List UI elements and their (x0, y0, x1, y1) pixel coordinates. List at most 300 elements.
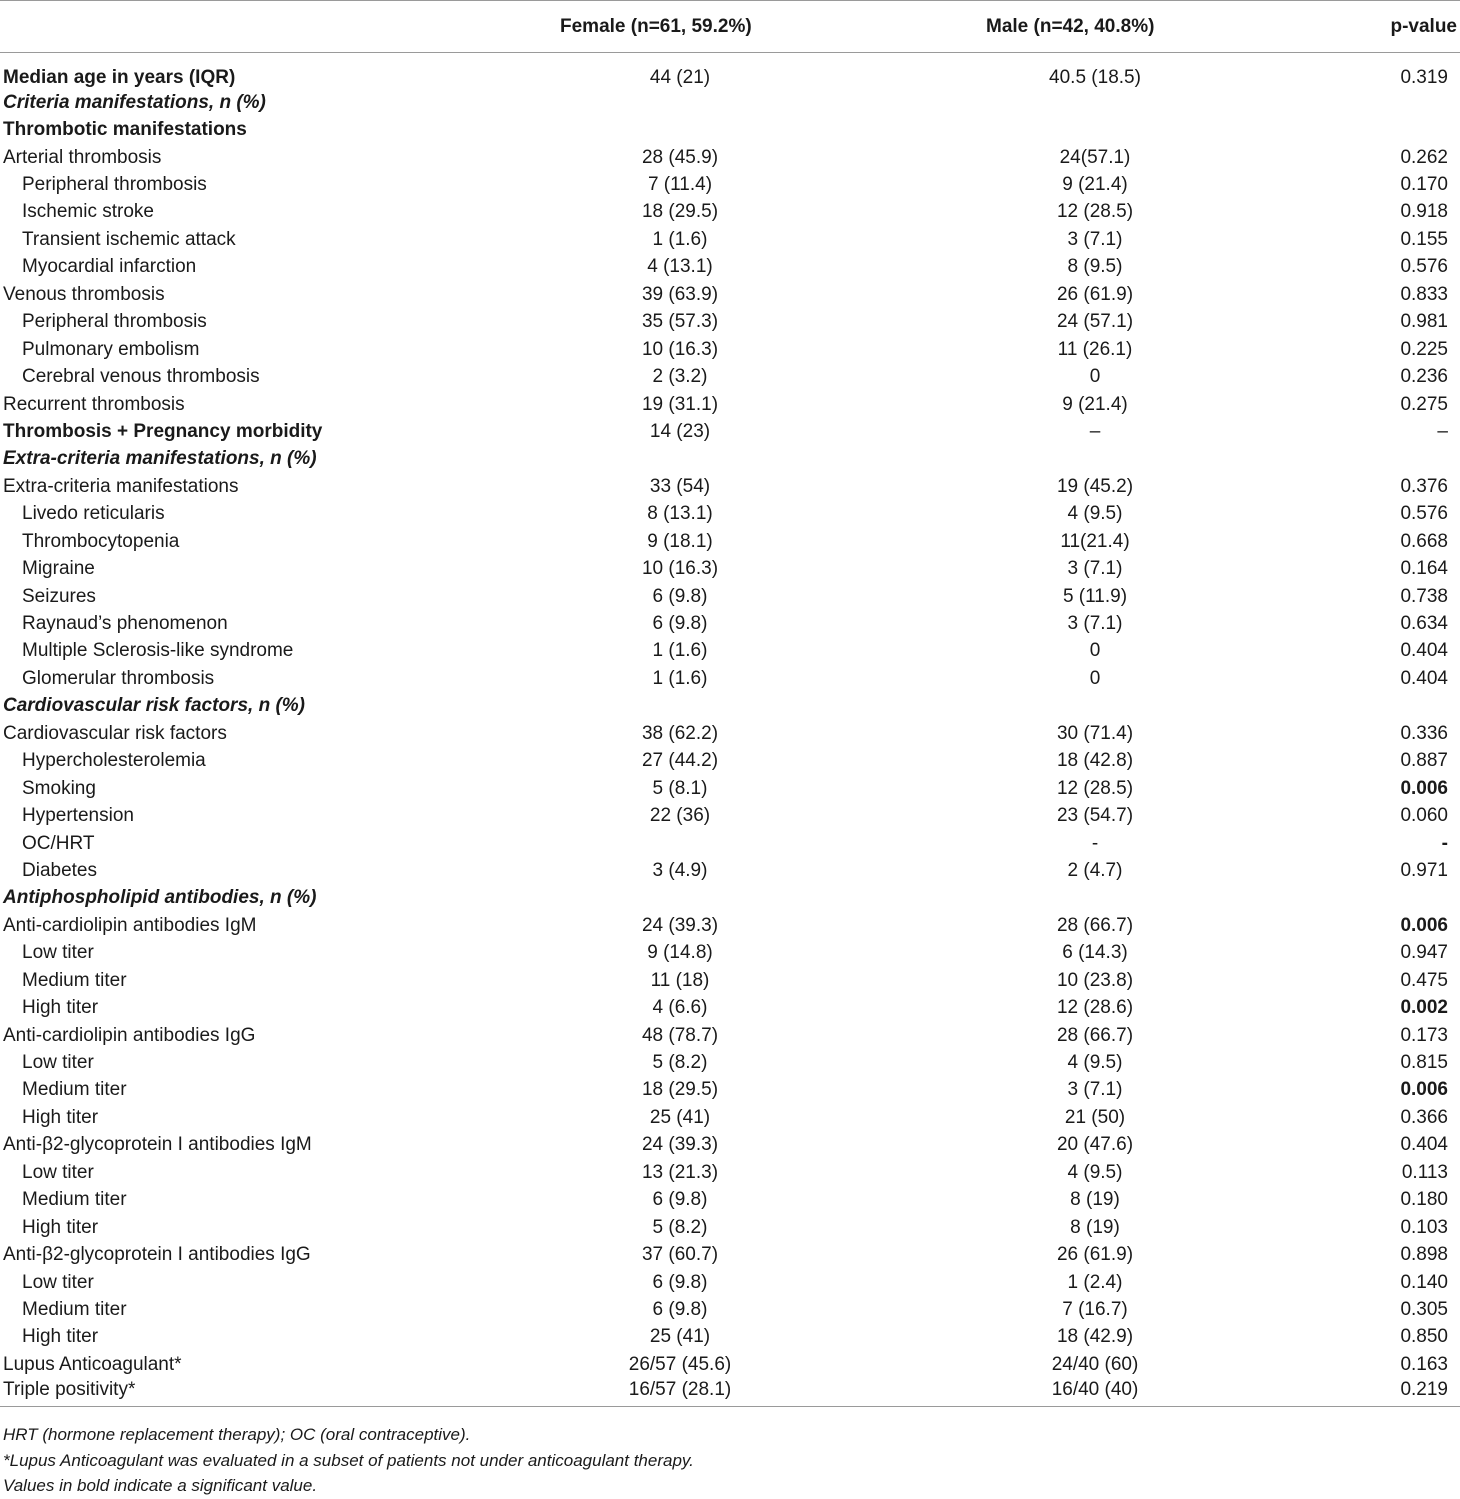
female-cell (540, 1296, 790, 1323)
row-label: Transient ischemic attack (22, 228, 236, 250)
male-cell (790, 1351, 1370, 1378)
p-value: 0.275 (1400, 393, 1448, 415)
row-label: Livedo reticularis (22, 503, 165, 525)
male-cell (790, 391, 1370, 418)
row-label: Lupus Anticoagulant* (3, 1353, 182, 1375)
male-cell (790, 665, 1370, 692)
table-row (0, 1214, 1460, 1241)
row-label: Extra-criteria manifestations (3, 475, 239, 497)
female-cell (540, 391, 790, 418)
row-label: Low titer (22, 942, 94, 964)
male-value: 0 (1089, 366, 1101, 388)
male-cell (790, 1269, 1370, 1296)
female-value: 7 (11.4) (647, 174, 713, 196)
row-label: Migraine (22, 558, 95, 580)
row-label: Anti-cardiolipin antibodies IgG (3, 1024, 256, 1046)
footnote-abbreviations: HRT (hormone replacement therapy); OC (oral contraceptive). (3, 1425, 471, 1444)
p-value: 0.006 (1400, 777, 1448, 799)
female-cell (540, 1022, 790, 1049)
male-value: 1 (2.4) (1067, 1271, 1123, 1293)
female-value: 10 (16.3) (641, 338, 719, 360)
male-cell (790, 775, 1370, 802)
male-value: 12 (28.6) (1056, 997, 1134, 1019)
female-cell (540, 775, 790, 802)
row-label: Low titer (22, 1271, 94, 1293)
female-value: 33 (54) (649, 475, 711, 497)
male-cell (790, 857, 1370, 884)
male-cell (790, 254, 1370, 281)
footnote-bold-significance: Values in bold indicate a significant value. (3, 1476, 318, 1495)
table-row (0, 1351, 1460, 1378)
male-cell (790, 446, 1370, 473)
female-cell (540, 610, 790, 637)
table-row (0, 610, 1460, 637)
female-cell (540, 363, 790, 390)
p-value: 0.164 (1400, 558, 1448, 580)
female-value: 6 (9.8) (652, 1271, 708, 1293)
table-row (0, 912, 1460, 939)
female-value: 1 (1.6) (652, 640, 708, 662)
p-value: 0.475 (1400, 969, 1448, 991)
p-value (1370, 446, 1460, 473)
table-row (0, 418, 1460, 445)
female-cell (540, 473, 790, 500)
female-cell (540, 1214, 790, 1241)
male-value: 8 (19) (1070, 1216, 1120, 1238)
male-cell (790, 528, 1370, 555)
female-cell (540, 418, 790, 445)
female-cell (540, 281, 790, 308)
table-row (0, 1159, 1460, 1186)
row-label: Venous thrombosis (3, 283, 165, 305)
female-cell (540, 89, 790, 116)
male-value: 3 (7.1) (1067, 1079, 1123, 1101)
male-cell (790, 693, 1370, 720)
female-value: 39 (63.9) (641, 283, 719, 305)
p-value: 0.947 (1400, 942, 1448, 964)
female-value: 27 (44.2) (641, 750, 719, 772)
male-value: 23 (54.7) (1056, 805, 1134, 827)
p-value: 0.971 (1400, 859, 1448, 881)
p-value (1370, 89, 1460, 116)
p-value: 0.155 (1400, 228, 1448, 250)
p-value (1370, 693, 1460, 720)
female-value: 18 (29.5) (641, 1079, 719, 1101)
row-label: Low titer (22, 1052, 94, 1074)
male-cell (790, 1296, 1370, 1323)
row-label: Pulmonary embolism (22, 338, 200, 360)
male-cell (790, 1241, 1370, 1268)
table-row (0, 528, 1460, 555)
female-value: 1 (1.6) (652, 228, 708, 250)
male-value: 0 (1089, 640, 1101, 662)
male-value: 18 (42.9) (1056, 1326, 1134, 1348)
table-row (0, 363, 1460, 390)
male-cell (790, 610, 1370, 637)
female-cell (540, 199, 790, 226)
male-value: 8 (19) (1070, 1189, 1120, 1211)
male-value: 0 (1089, 667, 1101, 689)
male-value: 30 (71.4) (1056, 722, 1134, 744)
p-value: 0.366 (1400, 1106, 1448, 1128)
male-cell (790, 473, 1370, 500)
row-label: Anti-cardiolipin antibodies IgM (3, 914, 257, 936)
male-cell (790, 1159, 1370, 1186)
female-value: 2 (3.2) (652, 366, 708, 388)
table-row (0, 775, 1460, 802)
table-row (0, 748, 1460, 775)
female-value: 25 (41) (649, 1106, 711, 1128)
female-value: 11 (18) (650, 969, 710, 991)
table-row (0, 1104, 1460, 1131)
p-value: 0.305 (1400, 1298, 1448, 1320)
p-value: 0.006 (1400, 1079, 1448, 1101)
header-label-column (0, 1, 540, 53)
female-cell (540, 1077, 790, 1104)
female-value: 9 (18.1) (647, 530, 713, 552)
table-row (0, 885, 1460, 912)
female-cell (540, 857, 790, 884)
footnote-lupus-anticoagulant: *Lupus Anticoagulant was evaluated in a subset of patients not under anticoagulant therapy. (3, 1450, 694, 1470)
female-value: 44 (21) (649, 67, 711, 88)
table-row (0, 53, 1460, 90)
row-label: Triple positivity* (0, 1379, 540, 1406)
male-value: 24/40 (60) (1051, 1353, 1139, 1375)
male-cell (790, 967, 1370, 994)
male-cell (790, 994, 1370, 1021)
section-heading: Extra-criteria manifestations, n (%) (3, 448, 317, 470)
female-cell (540, 1241, 790, 1268)
table-row (0, 638, 1460, 665)
female-cell (540, 967, 790, 994)
male-cell (790, 281, 1370, 308)
male-value: 28 (66.7) (1056, 1024, 1134, 1046)
male-cell (790, 363, 1370, 390)
p-value: 0.668 (1400, 530, 1448, 552)
male-cell (790, 226, 1370, 253)
row-label: Thrombosis + Pregnancy morbidity (3, 420, 323, 442)
header-p-value: p-value (1370, 1, 1460, 53)
male-value: 18 (42.8) (1056, 750, 1134, 772)
row-label: High titer (22, 1326, 99, 1348)
header-male: Male (n=42, 40.8%) (790, 1, 1370, 53)
male-cell (790, 1077, 1370, 1104)
male-value: 5 (11.9) (1062, 585, 1128, 607)
male-cell (790, 940, 1370, 967)
table-row (0, 1296, 1460, 1323)
male-value: 11 (26.1) (1057, 338, 1133, 360)
female-cell (540, 171, 790, 198)
male-cell (790, 171, 1370, 198)
table-row (0, 336, 1460, 363)
male-cell (790, 309, 1370, 336)
female-cell (540, 555, 790, 582)
female-value: 37 (60.7) (641, 1244, 719, 1266)
row-label: Anti-β2-glycoprotein I antibodies IgG (3, 1244, 311, 1266)
p-value: 0.163 (1400, 1353, 1448, 1375)
table-row (0, 1269, 1460, 1296)
row-label: Ischemic stroke (22, 201, 154, 223)
male-value: 26 (61.9) (1056, 1244, 1134, 1266)
female-cell (540, 940, 790, 967)
female-value: 1 (1.6) (652, 667, 708, 689)
table-row (0, 1379, 1460, 1406)
male-cell (790, 1187, 1370, 1214)
female-cell (540, 638, 790, 665)
p-value: 0.006 (1400, 914, 1448, 936)
table-row (0, 1324, 1460, 1351)
p-value: 0.887 (1400, 750, 1448, 772)
male-cell (790, 583, 1370, 610)
p-value: 0.576 (1400, 503, 1448, 525)
p-value (1370, 885, 1460, 912)
row-label: Cardiovascular risk factors (3, 722, 227, 744)
male-value: 3 (7.1) (1067, 558, 1123, 580)
row-label: Smoking (22, 777, 96, 799)
p-value: 0.850 (1400, 1326, 1448, 1348)
female-value: 4 (6.6) (652, 997, 708, 1019)
row-label: Recurrent thrombosis (3, 393, 185, 415)
male-cell (790, 116, 1370, 143)
p-value: 0.113 (1401, 1161, 1448, 1183)
male-cell (790, 638, 1370, 665)
male-value: 3 (7.1) (1067, 613, 1123, 635)
female-cell (540, 501, 790, 528)
male-cell (790, 720, 1370, 747)
female-cell (540, 446, 790, 473)
male-value: 28 (66.7) (1056, 914, 1134, 936)
male-value: 10 (23.8) (1056, 969, 1134, 991)
row-label: Median age in years (IQR) (3, 67, 236, 88)
table-row (0, 720, 1460, 747)
female-value: 22 (36) (649, 805, 711, 827)
female-cell (540, 1104, 790, 1131)
table-row (0, 665, 1460, 692)
male-cell (790, 199, 1370, 226)
p-value: 0.319 (1400, 67, 1448, 88)
male-value: 20 (47.6) (1056, 1134, 1134, 1156)
male-cell (790, 501, 1370, 528)
table-row (0, 1132, 1460, 1159)
p-value: 0.236 (1400, 366, 1448, 388)
row-label: Seizures (22, 585, 96, 607)
row-label: Medium titer (22, 969, 127, 991)
male-value: 8 (9.5) (1067, 256, 1123, 278)
table-row (0, 857, 1460, 884)
male-cell (790, 885, 1370, 912)
header-female: Female (n=61, 59.2%) (540, 1, 790, 53)
table-body (0, 53, 1460, 1407)
table-row (0, 1187, 1460, 1214)
table-row (0, 940, 1460, 967)
female-cell (540, 912, 790, 939)
row-label: Medium titer (22, 1298, 127, 1320)
male-cell (790, 1132, 1370, 1159)
male-cell (790, 748, 1370, 775)
female-cell (540, 1049, 790, 1076)
male-value: 12 (28.5) (1056, 777, 1134, 799)
male-value: 19 (45.2) (1056, 475, 1134, 497)
male-cell (790, 1104, 1370, 1131)
female-value: 8 (13.1) (647, 503, 713, 525)
p-value: 0.404 (1400, 667, 1448, 689)
female-cell (540, 720, 790, 747)
table-row (0, 281, 1460, 308)
p-value: 0.376 (1400, 475, 1448, 497)
p-value: 0.180 (1400, 1189, 1448, 1211)
female-cell (540, 309, 790, 336)
p-value: 0.404 (1400, 640, 1448, 662)
male-value: 40.5 (18.5) (1049, 67, 1141, 88)
male-cell (790, 555, 1370, 582)
male-cell (790, 1214, 1370, 1241)
male-value: 9 (21.4) (1062, 174, 1128, 196)
female-value: 5 (8.1) (652, 777, 708, 799)
p-value: 0.219 (1370, 1379, 1460, 1406)
p-value (1370, 116, 1460, 143)
female-cell (540, 885, 790, 912)
p-value: 0.173 (1400, 1024, 1448, 1046)
male-value: 2 (4.7) (1067, 859, 1123, 881)
p-value: 0.103 (1400, 1216, 1448, 1238)
row-label: High titer (22, 1216, 99, 1238)
male-value: - (1091, 832, 1099, 854)
male-value: 4 (9.5) (1067, 503, 1123, 525)
row-label: Myocardial infarction (22, 256, 197, 278)
table-row (0, 1049, 1460, 1076)
female-cell (540, 53, 790, 90)
female-value: 24 (39.3) (641, 1134, 719, 1156)
female-cell (540, 1351, 790, 1378)
p-value: 0.833 (1400, 283, 1448, 305)
table-row (0, 254, 1460, 281)
female-value: 13 (21.3) (641, 1161, 719, 1183)
female-value: 10 (16.3) (641, 558, 719, 580)
row-label: Glomerular thrombosis (22, 667, 215, 689)
female-value: 6 (9.8) (652, 585, 708, 607)
row-label: Thrombotic manifestations (3, 119, 247, 141)
p-value: 0.170 (1400, 174, 1448, 196)
male-value: 11(21.4) (1060, 530, 1130, 552)
p-value: 0.262 (1400, 146, 1448, 168)
row-label: High titer (22, 997, 99, 1019)
female-value: 6 (9.8) (652, 1189, 708, 1211)
female-cell (540, 1324, 790, 1351)
table-row (0, 583, 1460, 610)
male-value: – (1089, 420, 1101, 442)
male-cell (790, 830, 1370, 857)
table-row (0, 199, 1460, 226)
female-cell (540, 665, 790, 692)
female-value: 19 (31.1) (641, 393, 719, 415)
table-row (0, 501, 1460, 528)
female-value: 28 (45.9) (641, 146, 719, 168)
female-value: 35 (57.3) (641, 311, 719, 333)
female-cell (540, 583, 790, 610)
table-row (0, 555, 1460, 582)
female-cell (540, 116, 790, 143)
table-row (0, 446, 1460, 473)
female-value: 26/57 (45.6) (628, 1353, 732, 1375)
female-value: 48 (78.7) (641, 1024, 719, 1046)
row-label: Hypercholesterolemia (22, 750, 206, 772)
p-value: 0.404 (1400, 1134, 1448, 1156)
table-row (0, 994, 1460, 1021)
row-label: Diabetes (22, 859, 97, 881)
p-value: 0.576 (1400, 256, 1448, 278)
row-label: Medium titer (22, 1189, 127, 1211)
table-row (0, 967, 1460, 994)
female-value: 3 (4.9) (652, 859, 708, 881)
female-value: 16/57 (28.1) (628, 1379, 732, 1401)
female-cell (540, 802, 790, 829)
table-row (0, 473, 1460, 500)
table-header-row (0, 1, 1460, 53)
female-value: 6 (9.8) (652, 613, 708, 635)
row-label: Peripheral thrombosis (22, 174, 207, 196)
p-value: – (1437, 420, 1448, 442)
female-cell (540, 830, 790, 857)
female-cell (540, 1159, 790, 1186)
row-label: Hypertension (22, 805, 134, 827)
male-cell (790, 1324, 1370, 1351)
male-cell (790, 336, 1370, 363)
male-cell (790, 418, 1370, 445)
male-cell (790, 1022, 1370, 1049)
p-value: - (1441, 832, 1448, 854)
p-value: 0.336 (1400, 722, 1448, 744)
male-value: 12 (28.5) (1056, 201, 1134, 223)
section-heading: Antiphospholipid antibodies, n (%) (3, 887, 317, 909)
female-cell (540, 144, 790, 171)
male-value: 4 (9.5) (1067, 1052, 1123, 1074)
table-row (0, 171, 1460, 198)
row-label: OC/HRT (22, 832, 95, 854)
female-cell (540, 254, 790, 281)
female-cell (540, 226, 790, 253)
male-value: 6 (14.3) (1062, 942, 1128, 964)
male-cell (790, 53, 1370, 90)
female-value: 5 (8.2) (652, 1052, 708, 1074)
female-cell (540, 1187, 790, 1214)
row-label: Anti-β2-glycoprotein I antibodies IgM (3, 1134, 312, 1156)
table-row (0, 144, 1460, 171)
p-value: 0.898 (1400, 1244, 1448, 1266)
table-row (0, 391, 1460, 418)
female-cell (540, 1132, 790, 1159)
section-heading: Criteria manifestations, n (%) (3, 91, 266, 113)
female-value: 18 (29.5) (641, 201, 719, 223)
male-value: 3 (7.1) (1067, 228, 1123, 250)
table-row (0, 309, 1460, 336)
p-value: 0.918 (1400, 201, 1448, 223)
male-cell (790, 89, 1370, 116)
row-label: Thrombocytopenia (22, 530, 180, 552)
table-row (0, 1241, 1460, 1268)
female-cell (540, 336, 790, 363)
section-heading: Cardiovascular risk factors, n (%) (3, 695, 305, 717)
p-value: 0.634 (1400, 613, 1448, 635)
row-label: Low titer (22, 1161, 94, 1183)
p-value: 0.225 (1400, 338, 1448, 360)
table-row (0, 1022, 1460, 1049)
table-row (0, 1077, 1460, 1104)
male-cell (790, 1049, 1370, 1076)
female-cell (540, 748, 790, 775)
table-row (0, 830, 1460, 857)
table-row (0, 226, 1460, 253)
row-label: Arterial thrombosis (3, 146, 162, 168)
